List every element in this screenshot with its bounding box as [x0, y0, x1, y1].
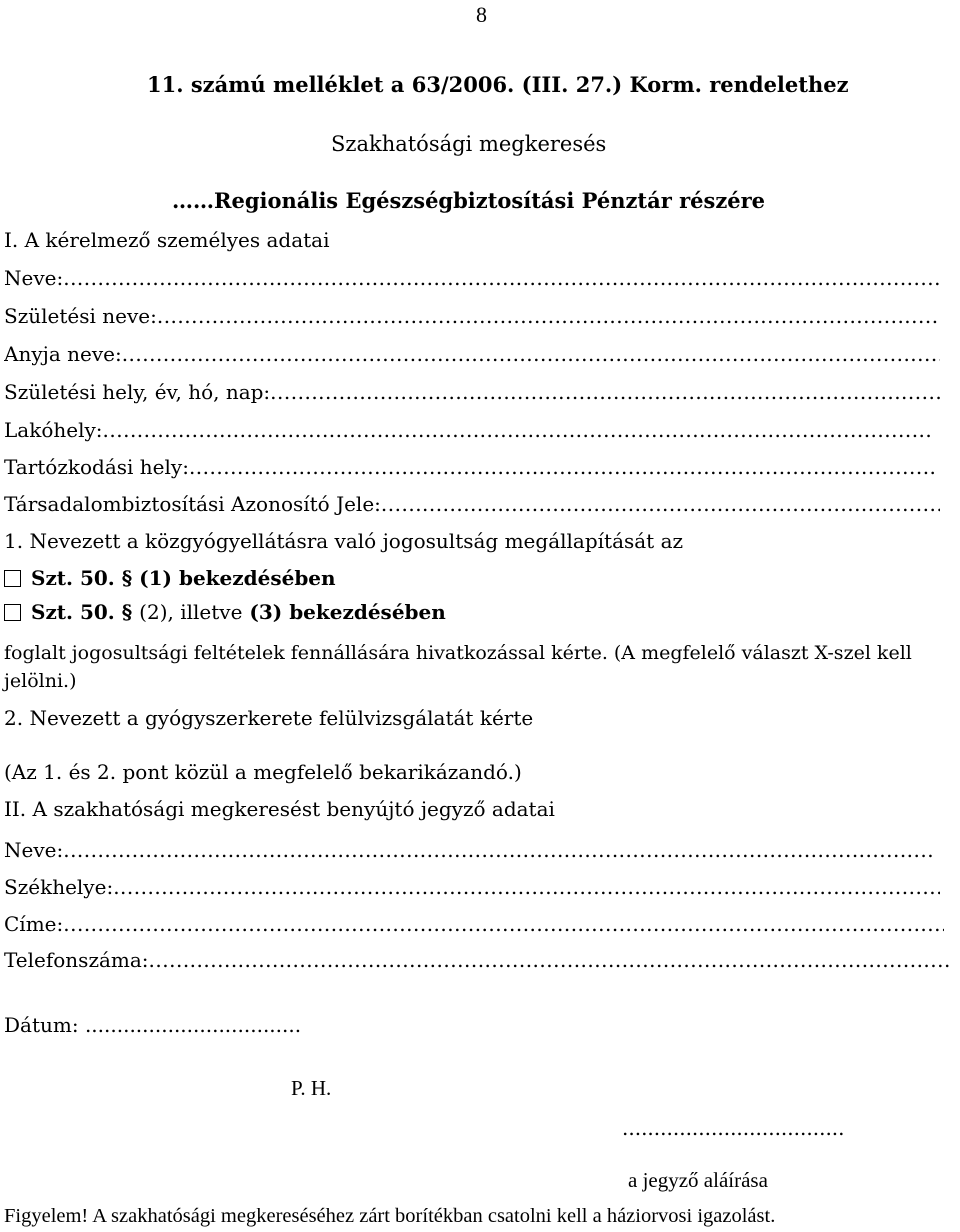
section1-heading: I. A kérelmező személyes adatai	[4, 228, 330, 252]
checkbox-option2[interactable]	[4, 604, 21, 621]
date-field[interactable]	[4, 1013, 301, 1037]
fill-dots	[103, 418, 934, 442]
field-social-security-number[interactable]	[4, 492, 940, 516]
fill-dots	[63, 912, 944, 936]
fill-dots	[149, 948, 950, 972]
field-seat[interactable]	[4, 875, 940, 899]
date-label: Dátum:	[4, 1013, 85, 1037]
fill-dots	[63, 266, 940, 290]
footer-warning: Figyelem! A szakhatósági megkereséséhez zárt borítékban csatolni kell a háziorvosi igazolást.	[4, 1205, 776, 1227]
field-phone[interactable]	[4, 948, 950, 972]
option2-paragraph3: (3) bekezdésében	[249, 600, 446, 624]
field-birth-name[interactable]	[4, 304, 940, 328]
item2-text: 2. Nevezett a gyógyszerkerete felülvizsgálatát kérte	[4, 706, 534, 730]
field-label: Címe:	[4, 912, 64, 936]
option2-szt: Szt. 50.	[31, 600, 115, 624]
field-birth-place-date[interactable]	[4, 380, 940, 404]
section-sign: §	[121, 600, 133, 624]
field-label: Neve:	[4, 266, 64, 290]
field-residence[interactable]	[4, 418, 934, 442]
fill-dots	[157, 304, 940, 328]
signature-dots[interactable]: ...................................	[622, 1116, 845, 1140]
option1[interactable]	[4, 566, 336, 590]
fill-dots	[270, 380, 940, 404]
page-number: 8	[476, 2, 487, 27]
stamp-placeholder: P. H.	[291, 1076, 332, 1100]
option1-paragraph: (1) bekezdésében	[139, 566, 336, 590]
option2[interactable]	[4, 600, 446, 624]
fill-dots	[113, 875, 940, 899]
addressee-line: ……Regionális Egészségbiztosítási Pénztár részére	[172, 188, 766, 213]
field-label: Tartózkodási hely:	[4, 455, 189, 479]
checkbox-option1[interactable]	[4, 570, 21, 587]
field-label: Születési neve:	[4, 304, 157, 328]
fill-dots	[189, 455, 934, 479]
field-label: Székhelye:	[4, 875, 114, 899]
conditions-line2: jelölni.)	[4, 670, 77, 692]
fill-dots	[122, 342, 940, 366]
annex-reference: 11. számú melléklet a 63/2006. (III. 27.) Korm. rendelethez	[147, 72, 849, 97]
circle-note: (Az 1. és 2. pont közül a megfelelő bekarikázandó.)	[4, 760, 522, 784]
field-label: Anyja neve:	[4, 342, 122, 366]
option2-paragraph2: (2), illetve	[139, 600, 243, 624]
field-applicant-name[interactable]	[4, 266, 940, 290]
date-dots: ..................................	[84, 1013, 302, 1037]
field-label: Telefonszáma:	[4, 948, 149, 972]
field-notary-name[interactable]	[4, 838, 934, 862]
field-label: Lakóhely:	[4, 418, 103, 442]
field-address[interactable]	[4, 912, 944, 936]
fill-dots	[63, 838, 934, 862]
field-label: Neve:	[4, 838, 64, 862]
document-title: Szakhatósági megkeresés	[331, 132, 607, 156]
fill-dots	[381, 492, 940, 516]
field-label: Társadalombiztosítási Azonosító Jele:	[4, 492, 381, 516]
signature-label: a jegyző aláírása	[628, 1168, 768, 1192]
item1-text: 1. Nevezett a közgyógyellátásra való jogosultság megállapítását az	[4, 529, 684, 553]
field-stay-address[interactable]	[4, 455, 934, 479]
section-sign: §	[121, 566, 133, 590]
field-label: Születési hely, év, hó, nap:	[4, 380, 271, 404]
field-mother-name[interactable]	[4, 342, 940, 366]
section2-heading: II. A szakhatósági megkeresést benyújtó jegyző adatai	[4, 797, 555, 821]
option1-szt: Szt. 50.	[31, 566, 115, 590]
conditions-line1: foglalt jogosultsági feltételek fennállására hivatkozással kérte. (A megfelelő választ X-szel kell	[4, 642, 912, 664]
